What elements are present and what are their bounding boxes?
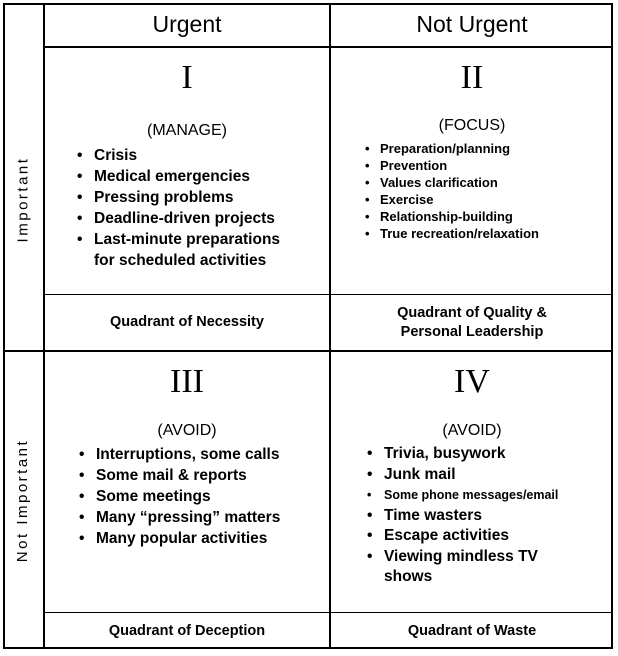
- list-item: • Many “pressing” matters: [77, 507, 327, 528]
- list-item: • Last-minute preparations for scheduled activities: [75, 229, 304, 271]
- list-item: • Escape activities: [365, 526, 605, 547]
- quadrant-3: [45, 352, 329, 612]
- row-header-not-important-label: Not Important: [14, 438, 32, 563]
- row-header-important: [3, 48, 43, 350]
- list-item: • Medical emergencies: [75, 166, 320, 187]
- list-item: • Exercise: [363, 191, 608, 208]
- list-item: • Preparation/planning: [363, 140, 608, 157]
- quadrant-2-tag: (FOCUS): [438, 117, 506, 134]
- quadrant-4-list: [365, 444, 605, 588]
- quadrant-4-tag: (AVOID): [442, 422, 502, 439]
- quadrant-1: [45, 48, 329, 294]
- quadrant-2-numeral: II: [460, 59, 484, 96]
- list-item: • True recreation/relaxation: [363, 225, 608, 242]
- quadrant-2-footer: Quadrant of Quality & Personal Leadership: [397, 304, 547, 340]
- list-item: • Deadline-driven projects: [75, 208, 320, 229]
- quadrant-2: [331, 48, 613, 294]
- quadrant-1-numeral: I: [181, 59, 193, 96]
- list-item: • Many popular activities: [77, 528, 327, 549]
- quadrant-1-footer: Quadrant of Necessity: [110, 314, 264, 330]
- quadrant-1-list: [75, 145, 320, 271]
- quadrant-3-footer: Quadrant of Deception: [108, 622, 266, 639]
- column-header-not-urgent: Not Urgent: [416, 11, 528, 37]
- quadrant-3-tag: (AVOID): [157, 422, 217, 439]
- quadrant-4-numeral: IV: [454, 363, 490, 400]
- column-header-urgent: Urgent: [152, 11, 222, 37]
- list-item: • Junk mail: [365, 465, 605, 486]
- row-header-important-label: Important: [14, 156, 32, 242]
- list-item: • Viewing mindless TV shows: [365, 547, 564, 588]
- list-item: • Some phone messages/email: [365, 485, 605, 506]
- list-item: • Trivia, busywork: [365, 444, 605, 465]
- quadrant-4: [331, 352, 613, 612]
- list-item: • Interruptions, some calls: [77, 444, 327, 465]
- list-item: • Pressing problems: [75, 187, 320, 208]
- list-item: • Relationship-building: [363, 208, 608, 225]
- quadrant-4-footer: Quadrant of Waste: [407, 622, 537, 639]
- list-item: • Prevention: [363, 157, 608, 174]
- list-item: • Some meetings: [77, 486, 327, 507]
- quadrant-3-list: [77, 444, 327, 549]
- list-item: • Values clarification: [363, 174, 608, 191]
- quadrant-1-tag: (MANAGE): [147, 122, 227, 139]
- quadrant-2-list: [363, 140, 608, 242]
- row-header-not-important: [3, 352, 43, 649]
- list-item: • Some mail & reports: [77, 465, 327, 486]
- list-item: • Time wasters: [365, 506, 605, 527]
- list-item: • Crisis: [75, 145, 320, 166]
- quadrant-3-numeral: III: [170, 363, 204, 400]
